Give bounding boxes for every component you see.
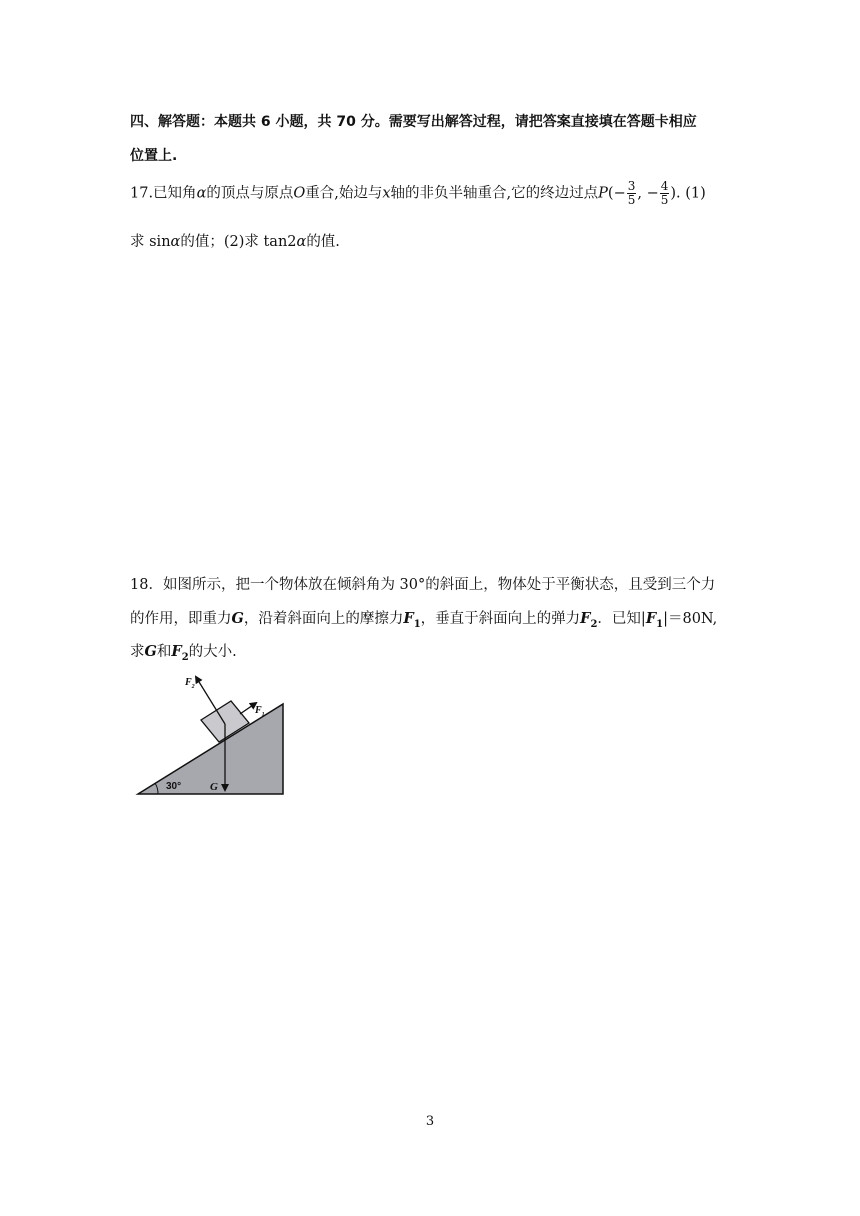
q17-text-c: 轴的非负半轴重合,它的终边过点 (390, 185, 599, 202)
section-heading-line2: 位置上. (130, 148, 178, 164)
question-18-line3 (130, 642, 237, 668)
q17-frac1-num: 3 (627, 179, 636, 193)
q17-alpha: α (196, 185, 207, 202)
page-number: 3 (425, 1114, 435, 1129)
q18-line3-F: F (171, 643, 182, 660)
inclined-plane-figure (130, 668, 310, 802)
q17-line2-alpha: α (170, 234, 181, 250)
q17-frac2-den: 5 (660, 193, 669, 207)
q17-x: x (382, 185, 391, 202)
q17-frac1-den: 5 (627, 193, 636, 207)
question-18-line2 (130, 609, 717, 635)
q18-F2: F (580, 610, 591, 627)
q17-line2-c: 的值. (306, 234, 340, 250)
q18-F2-sub: 2 (590, 618, 598, 630)
q17-line2-a: 求 sin (130, 234, 171, 250)
label-G: G (210, 781, 218, 793)
q17-fraction-2 (660, 180, 670, 207)
q18-G: G (231, 610, 244, 627)
q17-line2-b: 的值；(2)求 tan2 (180, 234, 297, 250)
q18-line2-e: ＝80N, (667, 611, 718, 627)
label-F2: $F_2$ (185, 677, 195, 690)
q18-line3-b: 和 (156, 644, 172, 660)
q17-text-a: 的顶点与原点 (206, 185, 294, 202)
q18-line3-sub: 2 (181, 651, 189, 663)
q17-sep: , − (637, 185, 659, 202)
incline-diagram-svg (130, 668, 310, 802)
question-18-line1: 18．如图所示，把一个物体放在倾斜角为 30°的斜面上，物体处于平衡状态，且受到三个力 (130, 577, 716, 593)
q18-F1-sub: 1 (413, 618, 421, 630)
q17-open: (− (607, 185, 626, 202)
q17-text-b: 重合,始边与 (305, 185, 383, 202)
question-17-line2 (130, 232, 340, 252)
q17-line2-alpha2: α (296, 234, 307, 250)
q17-close: ). (1) (670, 185, 706, 202)
label-angle: 30° (166, 781, 182, 792)
q18-line2-a: 的作用，即重力 (130, 611, 232, 627)
q18-F1: F (403, 610, 414, 627)
q17-frac2-num: 4 (660, 179, 669, 193)
q18-abs-open: | (640, 611, 646, 627)
q18-abs-close: | (663, 611, 668, 627)
q18-line3-c: 的大小. (188, 644, 237, 660)
q17-fraction-1 (627, 180, 637, 207)
q18-line2-d: ．已知 (597, 611, 641, 627)
q18-abs-F: F (645, 610, 657, 627)
section-heading-line1: 四、解答题：本题共 6 小题，共 70 分。需要写出解答过程，请把答案直接填在答题卡相应 (130, 114, 697, 130)
q17-origin-O: O (293, 185, 306, 202)
q17-point-P: P (598, 185, 608, 202)
q18-line2-c: ，垂直于斜面向上的弹力 (420, 611, 581, 627)
q18-line2-b: ，沿着斜面向上的摩擦力 (243, 611, 404, 627)
q18-line3-G: G (144, 643, 157, 660)
F1-arrow (240, 703, 256, 714)
q18-line3-a: 求 (130, 644, 145, 660)
label-F1: $F_1$ (255, 705, 265, 718)
question-17-line1 (130, 180, 706, 207)
q17-intro: 17.已知角 (130, 185, 197, 202)
q18-abs-sub: 1 (656, 618, 664, 630)
